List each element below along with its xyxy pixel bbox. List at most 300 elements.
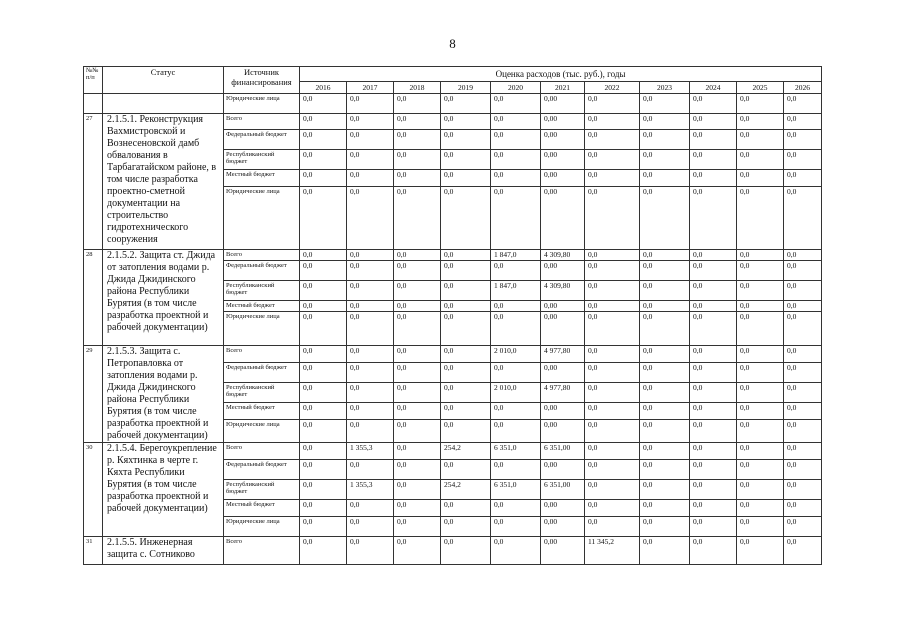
value-cell: 0,0 bbox=[737, 420, 784, 443]
page-number: 8 bbox=[449, 36, 456, 51]
value-cell: 0,0 bbox=[784, 312, 822, 346]
value-cell: 0,0 bbox=[737, 187, 784, 250]
value-cell: 0,0 bbox=[300, 94, 347, 114]
funding-source-cell: Республиканский бюджет bbox=[224, 150, 300, 170]
value-cell: 0,0 bbox=[640, 480, 690, 500]
funding-source-cell: Республиканский бюджет bbox=[224, 383, 300, 403]
header-year: 2017 bbox=[347, 82, 394, 94]
value-cell: 0,0 bbox=[347, 346, 394, 363]
value-cell: 0,0 bbox=[784, 170, 822, 187]
value-cell: 0,0 bbox=[394, 403, 441, 420]
value-cell: 0,0 bbox=[690, 94, 737, 114]
value-cell: 0,0 bbox=[640, 346, 690, 363]
value-cell: 0,0 bbox=[491, 114, 541, 130]
value-cell: 0,0 bbox=[585, 443, 640, 460]
value-cell: 0,0 bbox=[491, 517, 541, 537]
status-cell bbox=[103, 94, 224, 114]
funding-source-cell: Юридические лица bbox=[224, 94, 300, 114]
value-cell: 0,0 bbox=[690, 346, 737, 363]
row-number: 30 bbox=[84, 443, 103, 537]
value-cell: 0,0 bbox=[491, 130, 541, 150]
value-cell: 0,0 bbox=[347, 420, 394, 443]
value-cell: 0,0 bbox=[784, 114, 822, 130]
value-cell: 0,0 bbox=[347, 363, 394, 383]
value-cell: 0,0 bbox=[300, 363, 347, 383]
value-cell: 0,0 bbox=[784, 187, 822, 250]
value-cell: 0,0 bbox=[585, 261, 640, 281]
value-cell: 0,0 bbox=[640, 114, 690, 130]
value-cell: 0,0 bbox=[737, 363, 784, 383]
value-cell: 0,0 bbox=[394, 94, 441, 114]
value-cell: 0,0 bbox=[737, 261, 784, 281]
value-cell: 0,00 bbox=[541, 130, 585, 150]
value-cell: 6 351,0 bbox=[491, 480, 541, 500]
funding-source-cell: Республиканский бюджет bbox=[224, 281, 300, 301]
value-cell: 0,0 bbox=[300, 500, 347, 517]
value-cell: 0,0 bbox=[441, 250, 491, 261]
value-cell: 0,0 bbox=[737, 346, 784, 363]
value-cell: 0,0 bbox=[347, 517, 394, 537]
value-cell: 0,0 bbox=[441, 346, 491, 363]
value-cell: 0,0 bbox=[300, 537, 347, 565]
funding-source-cell: Федеральный бюджет bbox=[224, 130, 300, 150]
value-cell: 0,0 bbox=[347, 500, 394, 517]
header-year: 2018 bbox=[394, 82, 441, 94]
value-cell: 0,0 bbox=[394, 517, 441, 537]
header-year: 2024 bbox=[690, 82, 737, 94]
value-cell: 0,0 bbox=[784, 403, 822, 420]
value-cell: 0,0 bbox=[737, 443, 784, 460]
value-cell: 0,0 bbox=[300, 170, 347, 187]
value-cell: 0,0 bbox=[690, 480, 737, 500]
value-cell: 0,0 bbox=[491, 187, 541, 250]
value-cell: 0,0 bbox=[441, 537, 491, 565]
row-number: 29 bbox=[84, 346, 103, 443]
value-cell: 0,0 bbox=[784, 480, 822, 500]
value-cell: 0,0 bbox=[640, 537, 690, 565]
value-cell: 0,0 bbox=[640, 187, 690, 250]
value-cell: 0,0 bbox=[690, 301, 737, 312]
table-row bbox=[84, 443, 822, 460]
header-year: 2021 bbox=[541, 82, 585, 94]
value-cell: 4 309,80 bbox=[541, 250, 585, 261]
value-cell: 0,00 bbox=[541, 114, 585, 130]
value-cell: 0,00 bbox=[541, 301, 585, 312]
value-cell: 0,0 bbox=[300, 443, 347, 460]
funding-source-cell: Федеральный бюджет bbox=[224, 460, 300, 480]
value-cell: 0,0 bbox=[394, 346, 441, 363]
value-cell: 0,0 bbox=[347, 150, 394, 170]
value-cell: 0,0 bbox=[441, 420, 491, 443]
value-cell: 0,0 bbox=[737, 312, 784, 346]
row-number: 31 bbox=[84, 537, 103, 565]
funding-source-cell: Местный бюджет bbox=[224, 170, 300, 187]
value-cell: 0,0 bbox=[394, 500, 441, 517]
value-cell: 0,0 bbox=[784, 261, 822, 281]
value-cell: 2 010,0 bbox=[491, 346, 541, 363]
value-cell: 254,2 bbox=[441, 480, 491, 500]
status-cell: 2.1.5.5. Инженерная защита с. Сотниково bbox=[103, 537, 224, 565]
value-cell: 0,0 bbox=[347, 114, 394, 130]
value-cell: 0,0 bbox=[784, 130, 822, 150]
value-cell: 0,0 bbox=[640, 301, 690, 312]
value-cell: 6 351,00 bbox=[541, 480, 585, 500]
value-cell: 0,0 bbox=[690, 114, 737, 130]
value-cell: 0,0 bbox=[300, 150, 347, 170]
value-cell: 0,0 bbox=[347, 281, 394, 301]
value-cell: 6 351,00 bbox=[541, 443, 585, 460]
value-cell: 1 355,3 bbox=[347, 480, 394, 500]
table-row bbox=[84, 114, 822, 130]
value-cell: 0,0 bbox=[394, 443, 441, 460]
value-cell: 0,0 bbox=[491, 312, 541, 346]
value-cell: 0,0 bbox=[491, 261, 541, 281]
value-cell: 0,0 bbox=[347, 187, 394, 250]
value-cell: 0,00 bbox=[541, 261, 585, 281]
value-cell: 0,0 bbox=[640, 130, 690, 150]
funding-source-cell: Местный бюджет bbox=[224, 500, 300, 517]
header-year: 2025 bbox=[737, 82, 784, 94]
value-cell: 1 847,0 bbox=[491, 250, 541, 261]
table-row bbox=[84, 346, 822, 363]
value-cell: 0,0 bbox=[300, 383, 347, 403]
value-cell: 0,0 bbox=[690, 170, 737, 187]
value-cell: 0,0 bbox=[690, 443, 737, 460]
value-cell: 0,0 bbox=[394, 460, 441, 480]
value-cell: 0,0 bbox=[737, 94, 784, 114]
value-cell: 0,0 bbox=[441, 403, 491, 420]
value-cell: 0,0 bbox=[347, 537, 394, 565]
status-cell: 2.1.5.3. Защита с. Петропавловка от затопления водами р. Джида Джидинского района Республики Бурятия (в том числе разработка проектной и рабочей документации) bbox=[103, 346, 224, 443]
value-cell: 1 847,0 bbox=[491, 281, 541, 301]
value-cell: 0,0 bbox=[690, 281, 737, 301]
header-source: Источник финансирования bbox=[224, 67, 300, 94]
value-cell: 0,0 bbox=[394, 250, 441, 261]
value-cell: 0,0 bbox=[394, 383, 441, 403]
value-cell: 0,0 bbox=[441, 94, 491, 114]
value-cell: 0,0 bbox=[441, 312, 491, 346]
value-cell: 0,0 bbox=[441, 170, 491, 187]
value-cell: 0,0 bbox=[394, 261, 441, 281]
funding-source-cell: Всего bbox=[224, 346, 300, 363]
value-cell: 0,0 bbox=[585, 114, 640, 130]
value-cell: 0,0 bbox=[784, 363, 822, 383]
value-cell: 0,0 bbox=[585, 363, 640, 383]
value-cell: 0,0 bbox=[640, 281, 690, 301]
value-cell: 0,0 bbox=[300, 261, 347, 281]
value-cell: 0,0 bbox=[300, 517, 347, 537]
header-year: 2016 bbox=[300, 82, 347, 94]
value-cell: 0,0 bbox=[585, 187, 640, 250]
value-cell: 0,0 bbox=[300, 130, 347, 150]
value-cell: 0,0 bbox=[737, 130, 784, 150]
value-cell: 0,0 bbox=[585, 420, 640, 443]
value-cell: 0,0 bbox=[585, 150, 640, 170]
value-cell: 0,0 bbox=[585, 460, 640, 480]
row-number bbox=[84, 94, 103, 114]
value-cell: 0,0 bbox=[737, 480, 784, 500]
value-cell: 0,0 bbox=[585, 517, 640, 537]
value-cell: 0,0 bbox=[690, 261, 737, 281]
header-year: 2019 bbox=[441, 82, 491, 94]
value-cell: 0,0 bbox=[640, 403, 690, 420]
status-cell: 2.1.5.4. Берегоукрепление р. Кяхтинка в черте г. Кяхта Республики Бурятия (в том числе разработка проектной и рабочей документации) bbox=[103, 443, 224, 537]
row-number: 27 bbox=[84, 114, 103, 250]
value-cell: 0,0 bbox=[491, 420, 541, 443]
value-cell: 0,0 bbox=[640, 443, 690, 460]
value-cell: 0,0 bbox=[394, 301, 441, 312]
funding-source-cell: Всего bbox=[224, 443, 300, 460]
funding-source-cell: Местный бюджет bbox=[224, 301, 300, 312]
row-number: 28 bbox=[84, 250, 103, 346]
value-cell: 0,0 bbox=[441, 281, 491, 301]
value-cell: 0,0 bbox=[585, 130, 640, 150]
value-cell: 0,0 bbox=[737, 150, 784, 170]
value-cell: 0,0 bbox=[784, 346, 822, 363]
value-cell: 0,0 bbox=[784, 281, 822, 301]
value-cell: 0,0 bbox=[491, 94, 541, 114]
value-cell: 0,0 bbox=[784, 94, 822, 114]
value-cell: 0,0 bbox=[784, 460, 822, 480]
value-cell: 0,0 bbox=[394, 281, 441, 301]
funding-source-cell: Всего bbox=[224, 114, 300, 130]
value-cell: 0,0 bbox=[640, 383, 690, 403]
header-number: №№ п/п bbox=[84, 67, 103, 94]
value-cell: 0,0 bbox=[491, 301, 541, 312]
value-cell: 0,0 bbox=[784, 420, 822, 443]
value-cell: 0,0 bbox=[690, 130, 737, 150]
value-cell: 0,0 bbox=[640, 170, 690, 187]
value-cell: 0,0 bbox=[737, 250, 784, 261]
value-cell: 0,0 bbox=[690, 500, 737, 517]
value-cell: 0,0 bbox=[690, 517, 737, 537]
value-cell: 0,00 bbox=[541, 150, 585, 170]
value-cell: 0,00 bbox=[541, 500, 585, 517]
value-cell: 0,0 bbox=[690, 537, 737, 565]
value-cell: 0,0 bbox=[690, 363, 737, 383]
value-cell: 0,0 bbox=[441, 301, 491, 312]
value-cell: 0,0 bbox=[347, 383, 394, 403]
value-cell: 0,0 bbox=[585, 170, 640, 187]
value-cell: 0,0 bbox=[300, 420, 347, 443]
value-cell: 0,0 bbox=[784, 250, 822, 261]
value-cell: 0,0 bbox=[585, 346, 640, 363]
value-cell: 0,0 bbox=[394, 420, 441, 443]
value-cell: 0,0 bbox=[394, 312, 441, 346]
value-cell: 0,0 bbox=[441, 150, 491, 170]
value-cell: 0,0 bbox=[491, 403, 541, 420]
value-cell: 0,0 bbox=[737, 403, 784, 420]
value-cell: 0,0 bbox=[784, 383, 822, 403]
value-cell: 0,0 bbox=[737, 460, 784, 480]
value-cell: 0,0 bbox=[441, 500, 491, 517]
value-cell: 0,0 bbox=[640, 363, 690, 383]
value-cell: 0,0 bbox=[347, 130, 394, 150]
value-cell: 0,0 bbox=[300, 312, 347, 346]
value-cell: 0,0 bbox=[640, 517, 690, 537]
value-cell: 0,0 bbox=[585, 301, 640, 312]
funding-source-cell: Юридические лица bbox=[224, 187, 300, 250]
value-cell: 0,0 bbox=[690, 187, 737, 250]
value-cell: 0,0 bbox=[394, 363, 441, 383]
value-cell: 0,0 bbox=[690, 150, 737, 170]
value-cell: 4 309,80 bbox=[541, 281, 585, 301]
value-cell: 0,0 bbox=[585, 383, 640, 403]
value-cell: 0,0 bbox=[737, 383, 784, 403]
value-cell: 0,0 bbox=[347, 460, 394, 480]
value-cell: 0,0 bbox=[737, 500, 784, 517]
value-cell: 0,00 bbox=[541, 420, 585, 443]
value-cell: 0,0 bbox=[300, 250, 347, 261]
value-cell: 0,0 bbox=[585, 480, 640, 500]
value-cell: 0,0 bbox=[640, 250, 690, 261]
value-cell: 1 355,3 bbox=[347, 443, 394, 460]
value-cell: 0,0 bbox=[441, 130, 491, 150]
value-cell: 0,0 bbox=[491, 363, 541, 383]
value-cell: 0,0 bbox=[441, 460, 491, 480]
value-cell: 0,0 bbox=[394, 130, 441, 150]
value-cell: 4 977,80 bbox=[541, 346, 585, 363]
value-cell: 0,00 bbox=[541, 460, 585, 480]
value-cell: 0,0 bbox=[640, 94, 690, 114]
value-cell: 0,0 bbox=[441, 363, 491, 383]
table-row bbox=[84, 94, 822, 114]
value-cell: 0,0 bbox=[394, 114, 441, 130]
value-cell: 0,0 bbox=[640, 420, 690, 443]
value-cell: 0,0 bbox=[784, 500, 822, 517]
funding-source-cell: Юридические лица bbox=[224, 517, 300, 537]
value-cell: 0,0 bbox=[690, 420, 737, 443]
value-cell: 4 977,80 bbox=[541, 383, 585, 403]
header-status: Статус bbox=[103, 67, 224, 94]
value-cell: 0,0 bbox=[300, 460, 347, 480]
value-cell: 0,0 bbox=[585, 94, 640, 114]
value-cell: 0,0 bbox=[347, 301, 394, 312]
funding-source-cell: Юридические лица bbox=[224, 420, 300, 443]
value-cell: 0,0 bbox=[491, 537, 541, 565]
value-cell: 0,0 bbox=[394, 187, 441, 250]
value-cell: 0,0 bbox=[441, 261, 491, 281]
value-cell: 0,0 bbox=[737, 537, 784, 565]
header-year: 2026 bbox=[784, 82, 822, 94]
value-cell: 0,0 bbox=[300, 403, 347, 420]
value-cell: 0,0 bbox=[690, 250, 737, 261]
value-cell: 0,0 bbox=[347, 250, 394, 261]
value-cell: 0,0 bbox=[491, 500, 541, 517]
header-year: 2023 bbox=[640, 82, 690, 94]
value-cell: 0,0 bbox=[640, 312, 690, 346]
value-cell: 0,0 bbox=[394, 537, 441, 565]
table-body bbox=[84, 94, 822, 565]
funding-source-cell: Всего bbox=[224, 537, 300, 565]
value-cell: 0,0 bbox=[491, 170, 541, 187]
value-cell: 0,0 bbox=[300, 346, 347, 363]
value-cell: 0,00 bbox=[541, 363, 585, 383]
value-cell: 0,0 bbox=[441, 383, 491, 403]
value-cell: 0,0 bbox=[394, 170, 441, 187]
value-cell: 0,0 bbox=[640, 150, 690, 170]
value-cell: 0,0 bbox=[300, 187, 347, 250]
value-cell: 0,0 bbox=[784, 443, 822, 460]
status-cell: 2.1.5.1. Реконструкция Вахмистровской и Вознесеновской дамб обвалования в Тарбагатайском районе, в том числе разработка проектно-сметной документации на строительство гидротехнического сооружения bbox=[103, 114, 224, 250]
funding-source-cell: Местный бюджет bbox=[224, 403, 300, 420]
funding-source-cell: Федеральный бюджет bbox=[224, 363, 300, 383]
value-cell: 0,0 bbox=[491, 150, 541, 170]
value-cell: 0,0 bbox=[690, 460, 737, 480]
value-cell: 0,0 bbox=[585, 281, 640, 301]
value-cell: 6 351,0 bbox=[491, 443, 541, 460]
value-cell: 0,0 bbox=[690, 383, 737, 403]
value-cell: 0,0 bbox=[585, 403, 640, 420]
value-cell: 0,0 bbox=[491, 460, 541, 480]
value-cell: 0,0 bbox=[394, 150, 441, 170]
value-cell: 0,0 bbox=[737, 517, 784, 537]
expense-estimate-table bbox=[83, 66, 822, 565]
value-cell: 0,00 bbox=[541, 94, 585, 114]
value-cell: 0,0 bbox=[640, 261, 690, 281]
value-cell: 0,0 bbox=[441, 187, 491, 250]
funding-source-cell: Федеральный бюджет bbox=[224, 261, 300, 281]
value-cell: 0,00 bbox=[541, 537, 585, 565]
value-cell: 0,0 bbox=[690, 403, 737, 420]
value-cell: 0,0 bbox=[640, 500, 690, 517]
header-estimate: Оценка расходов (тыс. руб.), годы bbox=[300, 67, 822, 82]
value-cell: 0,0 bbox=[784, 537, 822, 565]
value-cell: 0,0 bbox=[784, 301, 822, 312]
value-cell: 0,0 bbox=[737, 114, 784, 130]
value-cell: 0,0 bbox=[784, 150, 822, 170]
value-cell: 0,00 bbox=[541, 170, 585, 187]
value-cell: 0,0 bbox=[640, 460, 690, 480]
value-cell: 11 345,2 bbox=[585, 537, 640, 565]
value-cell: 0,0 bbox=[441, 517, 491, 537]
table-row bbox=[84, 537, 822, 565]
table-row bbox=[84, 250, 822, 261]
header-year: 2022 bbox=[585, 82, 640, 94]
value-cell: 0,0 bbox=[784, 517, 822, 537]
value-cell: 0,0 bbox=[347, 261, 394, 281]
value-cell: 0,0 bbox=[585, 250, 640, 261]
value-cell: 0,0 bbox=[300, 281, 347, 301]
status-cell: 2.1.5.2. Защита ст. Джида от затопления водами р. Джида Джидинского района Республики Бурятия (в том числе разработка проектной и рабочей документации) bbox=[103, 250, 224, 346]
value-cell: 0,0 bbox=[441, 114, 491, 130]
value-cell: 0,0 bbox=[300, 114, 347, 130]
value-cell: 0,0 bbox=[347, 403, 394, 420]
value-cell: 0,0 bbox=[585, 312, 640, 346]
header-year: 2020 bbox=[491, 82, 541, 94]
value-cell: 0,0 bbox=[394, 480, 441, 500]
funding-source-cell: Всего bbox=[224, 250, 300, 261]
value-cell: 0,0 bbox=[300, 301, 347, 312]
value-cell: 0,0 bbox=[347, 170, 394, 187]
value-cell: 2 010,0 bbox=[491, 383, 541, 403]
funding-source-cell: Юридические лица bbox=[224, 312, 300, 346]
value-cell: 0,0 bbox=[737, 281, 784, 301]
value-cell: 0,00 bbox=[541, 187, 585, 250]
value-cell: 0,0 bbox=[347, 94, 394, 114]
value-cell: 254,2 bbox=[441, 443, 491, 460]
value-cell: 0,0 bbox=[347, 312, 394, 346]
value-cell: 0,00 bbox=[541, 403, 585, 420]
value-cell: 0,0 bbox=[737, 170, 784, 187]
value-cell: 0,00 bbox=[541, 312, 585, 346]
value-cell: 0,00 bbox=[541, 517, 585, 537]
value-cell: 0,0 bbox=[737, 301, 784, 312]
value-cell: 0,0 bbox=[585, 500, 640, 517]
value-cell: 0,0 bbox=[300, 480, 347, 500]
value-cell: 0,0 bbox=[690, 312, 737, 346]
funding-source-cell: Республиканский бюджет bbox=[224, 480, 300, 500]
